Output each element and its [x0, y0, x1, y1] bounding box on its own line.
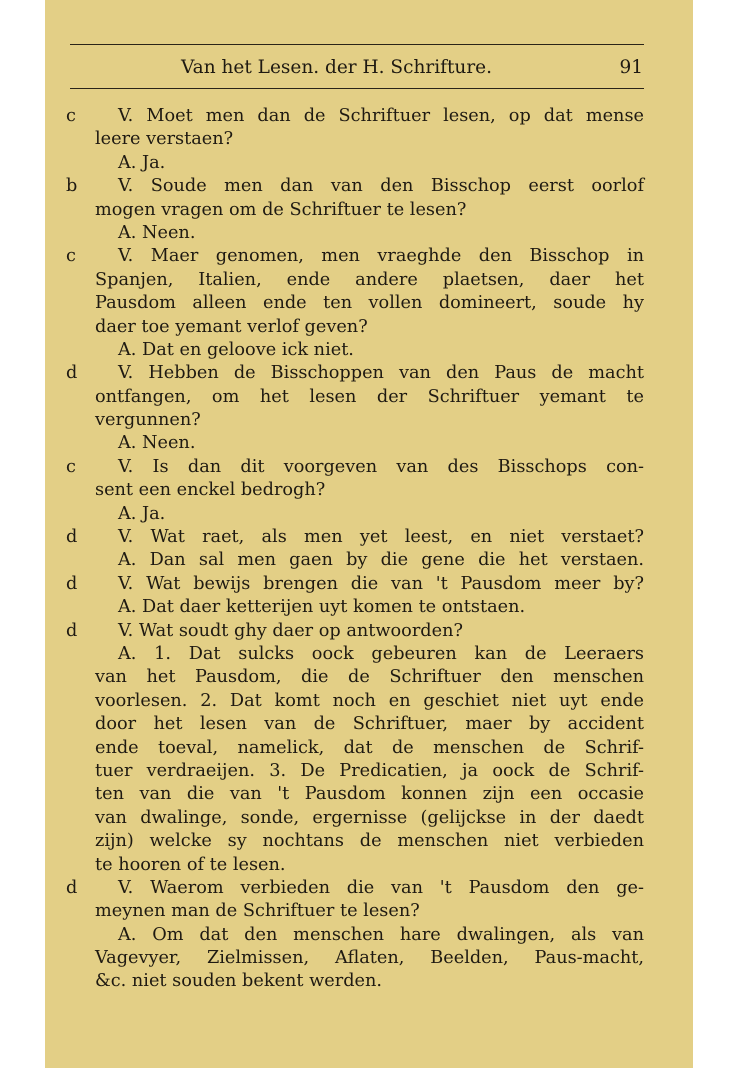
line-text: van het Pausdom, die de Schriftuer den menschen: [95, 667, 644, 688]
line-text: Pausdom alleen ende ten vollen domineert, soude hy: [95, 293, 644, 314]
line-text: V. Wat raet, als men yet leest, en niet verstaet?: [118, 527, 644, 548]
line-text: leere verstaen?: [95, 129, 234, 150]
running-title: Van het Lesen. der H. Schrifture.: [181, 57, 493, 78]
text-line: [45, 175, 693, 198]
text-line: [45, 339, 693, 362]
line-text: A. Om dat den menschen hare dwalingen, als van: [118, 924, 644, 945]
text-line: [45, 292, 693, 315]
text-line: [45, 199, 693, 222]
text-line: [45, 760, 693, 783]
line-text: A. Ja.: [118, 152, 166, 173]
line-text: sent een enckel bedrogh?: [95, 480, 326, 501]
line-text: vergunnen?: [95, 410, 201, 431]
text-line: [45, 105, 693, 128]
text-line: [45, 128, 693, 151]
line-text: ontfangen, om het lesen der Schriftuer yemant te: [95, 386, 644, 407]
line-text: voorlesen. 2. Dat komt noch en geschiet niet uyt ende: [95, 690, 644, 711]
book-page: [45, 0, 693, 1068]
line-text: V. Waerom verbieden die van 't Pausdom den ge-: [118, 877, 644, 898]
margin-marker: d: [66, 527, 78, 548]
text-line: [45, 690, 693, 713]
text-line: [45, 409, 693, 432]
header-rule-bottom: [70, 88, 644, 89]
line-text: tuer verdraeijen. 3. De Predicatien, ja oock de Schrif-: [95, 760, 644, 781]
text-line: [45, 245, 693, 268]
line-text: V. Is dan dit voorgeven van des Bisschops con-: [118, 456, 644, 477]
line-text: V. Hebben de Bisschoppen van den Paus de macht: [118, 363, 644, 384]
text-line: [45, 479, 693, 502]
text-line: [45, 596, 693, 619]
line-text: V. Moet men dan de Schriftuer lesen, op dat mense: [118, 106, 644, 126]
line-text: V. Maer genomen, men vraeghde den Bisschop in: [118, 246, 644, 267]
text-line: [45, 549, 693, 572]
text-line: [45, 152, 693, 175]
text-line: [45, 854, 693, 877]
text-line: [45, 924, 693, 947]
text-line: [45, 666, 693, 689]
text-line: [45, 947, 693, 970]
line-text: ten van die van 't Pausdom konnen zijn een occasie: [95, 784, 644, 805]
text-line: [45, 830, 693, 853]
text-line: [45, 807, 693, 830]
text-line: [45, 573, 693, 596]
line-text: te hooren of te lesen.: [95, 854, 286, 875]
text-line: [45, 526, 693, 549]
margin-marker: c: [66, 456, 76, 477]
text-line: [45, 713, 693, 736]
text-line: [45, 643, 693, 666]
text-line: [45, 316, 693, 339]
line-text: &c. niet souden bekent werden.: [95, 971, 383, 992]
line-text: A. 1. Dat sulcks oock gebeuren kan de Leeraers: [118, 643, 644, 664]
line-text: mogen vragen om de Schriftuer te lesen?: [95, 199, 467, 220]
text-line: [45, 386, 693, 409]
text-line: [45, 900, 693, 923]
line-text: A. Neen.: [118, 222, 196, 243]
catechism-text: [45, 105, 693, 994]
text-line: [45, 362, 693, 385]
margin-marker: c: [66, 246, 76, 267]
text-line: [45, 737, 693, 760]
margin-marker: c: [66, 106, 76, 126]
line-text: A. Ja.: [118, 503, 166, 524]
text-line: [45, 269, 693, 292]
line-text: A. Neen.: [118, 433, 196, 454]
text-line: [45, 503, 693, 526]
running-header: [45, 55, 693, 81]
line-text: A. Dan sal men gaen by die gene die het verstaen.: [118, 550, 644, 571]
line-text: meynen man de Schriftuer te lesen?: [95, 901, 420, 922]
line-text: door het lesen van de Schriftuer, maer by accident: [95, 714, 644, 735]
text-line: [45, 877, 693, 900]
line-text: Spanjen, Italien, ende andere plaetsen, daer het: [95, 269, 644, 290]
header-rule-top: [70, 44, 644, 45]
line-text: zijn) welcke sy nochtans de menschen niet verbieden: [95, 831, 644, 852]
margin-marker: d: [66, 573, 78, 594]
text-line: [45, 783, 693, 806]
line-text: V. Soude men dan van den Bisschop eerst oorlof: [118, 176, 644, 197]
text-line: [45, 222, 693, 245]
line-text: ende toeval, namelick, dat de menschen de Schrif-: [95, 737, 644, 758]
page-number: 91: [619, 57, 643, 78]
line-text: Vagevyer, Zielmissen, Aflaten, Beelden, Paus-macht,: [95, 948, 644, 969]
line-text: van dwalinge, sonde, ergernisse (gelijckse in der daedt: [95, 807, 644, 828]
margin-marker: b: [66, 176, 78, 197]
line-text: A. Dat en geloove ick niet.: [118, 339, 354, 360]
line-text: V. Wat soudt ghy daer op antwoorden?: [118, 620, 463, 641]
line-text: daer toe yemant verlof geven?: [95, 316, 368, 337]
margin-marker: d: [66, 877, 78, 898]
text-line: [45, 456, 693, 479]
line-text: V. Wat bewijs brengen die van 't Pausdom meer by?: [118, 573, 644, 594]
margin-marker: d: [66, 363, 78, 384]
margin-marker: d: [66, 620, 78, 641]
text-line: [45, 620, 693, 643]
text-line: [45, 432, 693, 455]
line-text: A. Dat daer ketterijen uyt komen te ontstaen.: [118, 597, 526, 618]
text-line: [45, 970, 693, 993]
